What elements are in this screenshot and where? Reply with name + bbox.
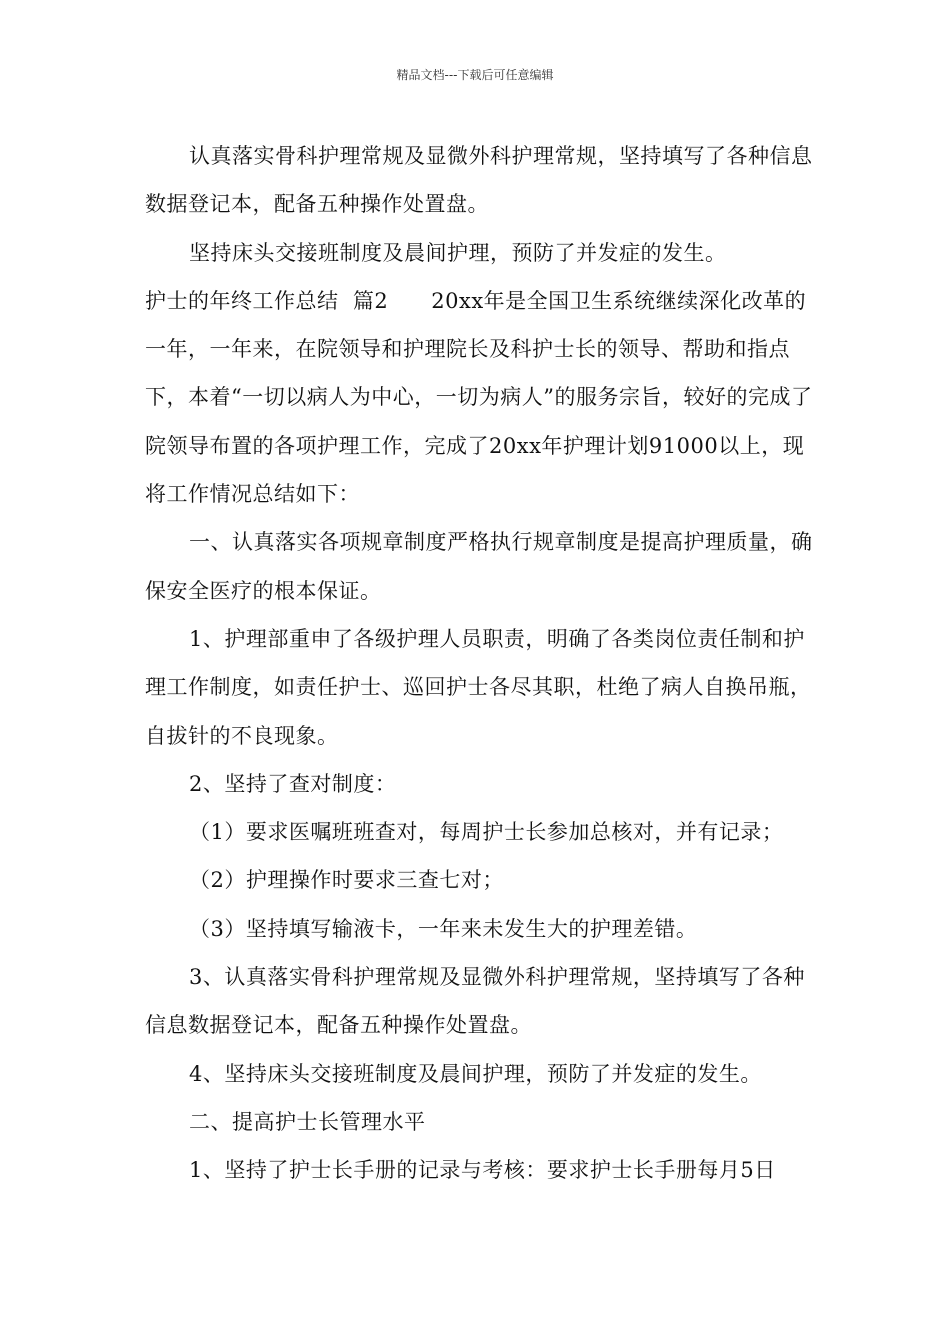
section-heading: 二、提高护士长管理水平 bbox=[189, 1109, 426, 1134]
list-item: （3）坚持填写输液卡，一年来未发生大的护理差错。 bbox=[189, 916, 698, 941]
paragraph: 4、坚持床头交接班制度及晨间护理，预防了并发症的发生。 bbox=[189, 1061, 762, 1086]
page-header: 精品文档---下载后可任意编辑 bbox=[396, 68, 554, 82]
paragraph: 坚持床头交接班制度及晨间护理，预防了并发症的发生。 bbox=[189, 240, 727, 265]
document-body bbox=[145, 132, 825, 1195]
list-item: （1）要求医嘱班班查对，每周护士长参加总核对，并有记录； bbox=[189, 820, 784, 845]
paragraph: 一、认真落实各项规章制度严格执行规章制度是提高护理质量，确保安全医疗的根本保证。 bbox=[145, 530, 813, 603]
paragraph: 2、坚持了查对制度： bbox=[189, 771, 397, 796]
paragraph: 认真落实骨科护理常规及显微外科护理常规，坚持填写了各种信息数据登记本，配备五种操作处置盘。 bbox=[145, 144, 813, 217]
section-title-paragraph: 护士的年终工作总结 篇2 20xx年是全国卫生系统继续深化改革的一年，一年来，在院领导和护理院长及科护士长的领导、帮助和指点下，本着“一切以病人为中心，一切为病人”的服务宗旨，较好的完成了院领导布置的各项护理工作，完成了20xx年护理计划91000以上，现将工作情况总结如下： bbox=[145, 288, 813, 507]
paragraph: 1、护理部重申了各级护理人员职责，明确了各类岗位责任制和护理工作制度，如责任护士、巡回护士各尽其职，杜绝了病人自换吊瓶，自拔针的不良现象。 bbox=[145, 626, 812, 748]
paragraph: 3、认真落实骨科护理常规及显微外科护理常规，坚持填写了各种信息数据登记本，配备五种操作处置盘。 bbox=[145, 965, 805, 1038]
paragraph: 1、坚持了护士长手册的记录与考核：要求护士长手册每月5日 bbox=[189, 1158, 776, 1183]
list-item: （2）护理操作时要求三查七对； bbox=[189, 868, 504, 893]
